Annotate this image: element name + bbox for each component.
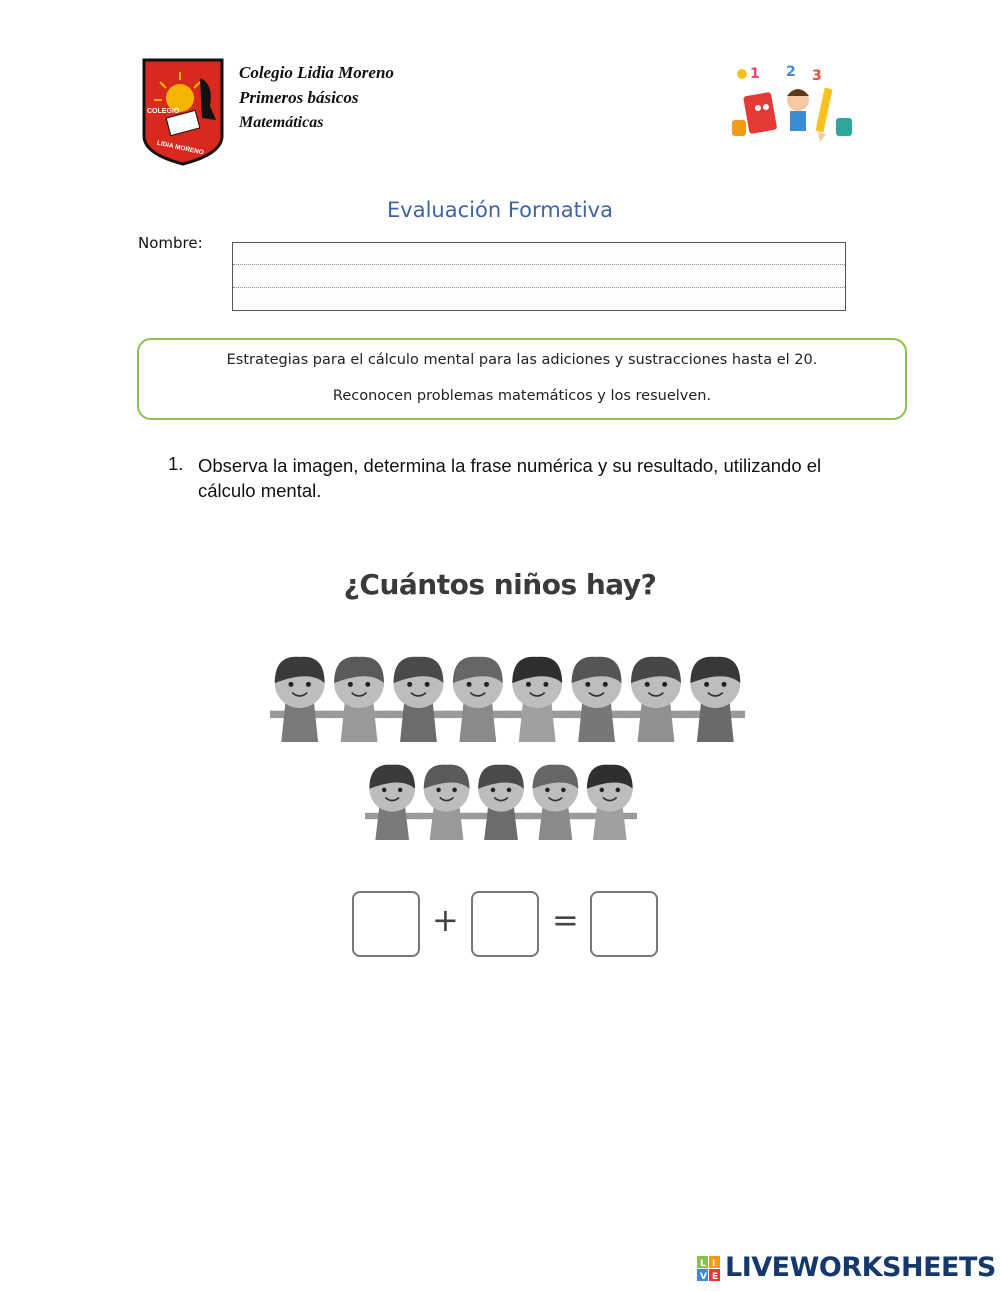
logo-text-top: COLEGIO [147,108,180,115]
objective-item: Estrategias para el cálculo mental para las adiciones y sustracciones hasta el 20. [226,352,818,368]
child-figure [365,765,423,840]
digit-2: 2 [786,64,796,80]
liveworksheets-badge-icon [697,1256,721,1282]
child-figure [622,657,689,742]
child-figure [385,657,452,742]
child-figure [563,657,630,742]
children-group-2 [365,760,637,840]
child-figure [524,765,586,840]
school-crest-logo [142,58,224,166]
addend-2-input[interactable] [471,891,539,957]
name-input[interactable] [232,242,846,311]
badge-letter: L [700,1259,706,1269]
digit-3: 3 [812,68,822,84]
kids-school-illustration [728,62,856,146]
plus-sign: + [432,901,459,939]
badge-letter: I [712,1259,716,1269]
school-name: Colegio Lidia Moreno [239,63,394,82]
header-info [239,60,394,135]
logo-text-bottom: LIDIA MORENO [156,139,205,157]
child-figure [325,657,392,742]
equals-sign: = [552,901,579,939]
liveworksheets-brand[interactable]: LIVEWORKSHEETS [725,1252,996,1283]
child-figure [444,657,511,742]
grade-level: Primeros básicos [239,88,359,107]
child-figure [470,765,532,840]
digit-1: 1 [750,66,760,82]
badge-letter: V [700,1272,707,1282]
learning-objectives-box [137,338,907,420]
page-title: Evaluación Formativa [387,198,613,222]
child-figure [504,657,571,742]
question-heading: ¿Cuántos niños hay? [343,568,657,601]
subject-name: Matemáticas [239,114,324,131]
child-figure [270,657,333,742]
badge-letter: E [712,1272,719,1282]
addend-1-input[interactable] [352,891,420,957]
name-label: Nombre: [138,234,203,252]
child-figure [682,657,745,742]
children-group-1 [270,650,745,742]
instruction-text: Observa la imagen, determina la frase numérica y su resultado, utilizando el cálculo mental. [198,455,822,501]
sum-input[interactable] [590,891,658,957]
child-figure [415,765,477,840]
child-figure [579,765,637,840]
objective-item: Reconocen problemas matemáticos y los resuelven. [332,388,712,404]
instruction-number: 1. [168,453,184,474]
